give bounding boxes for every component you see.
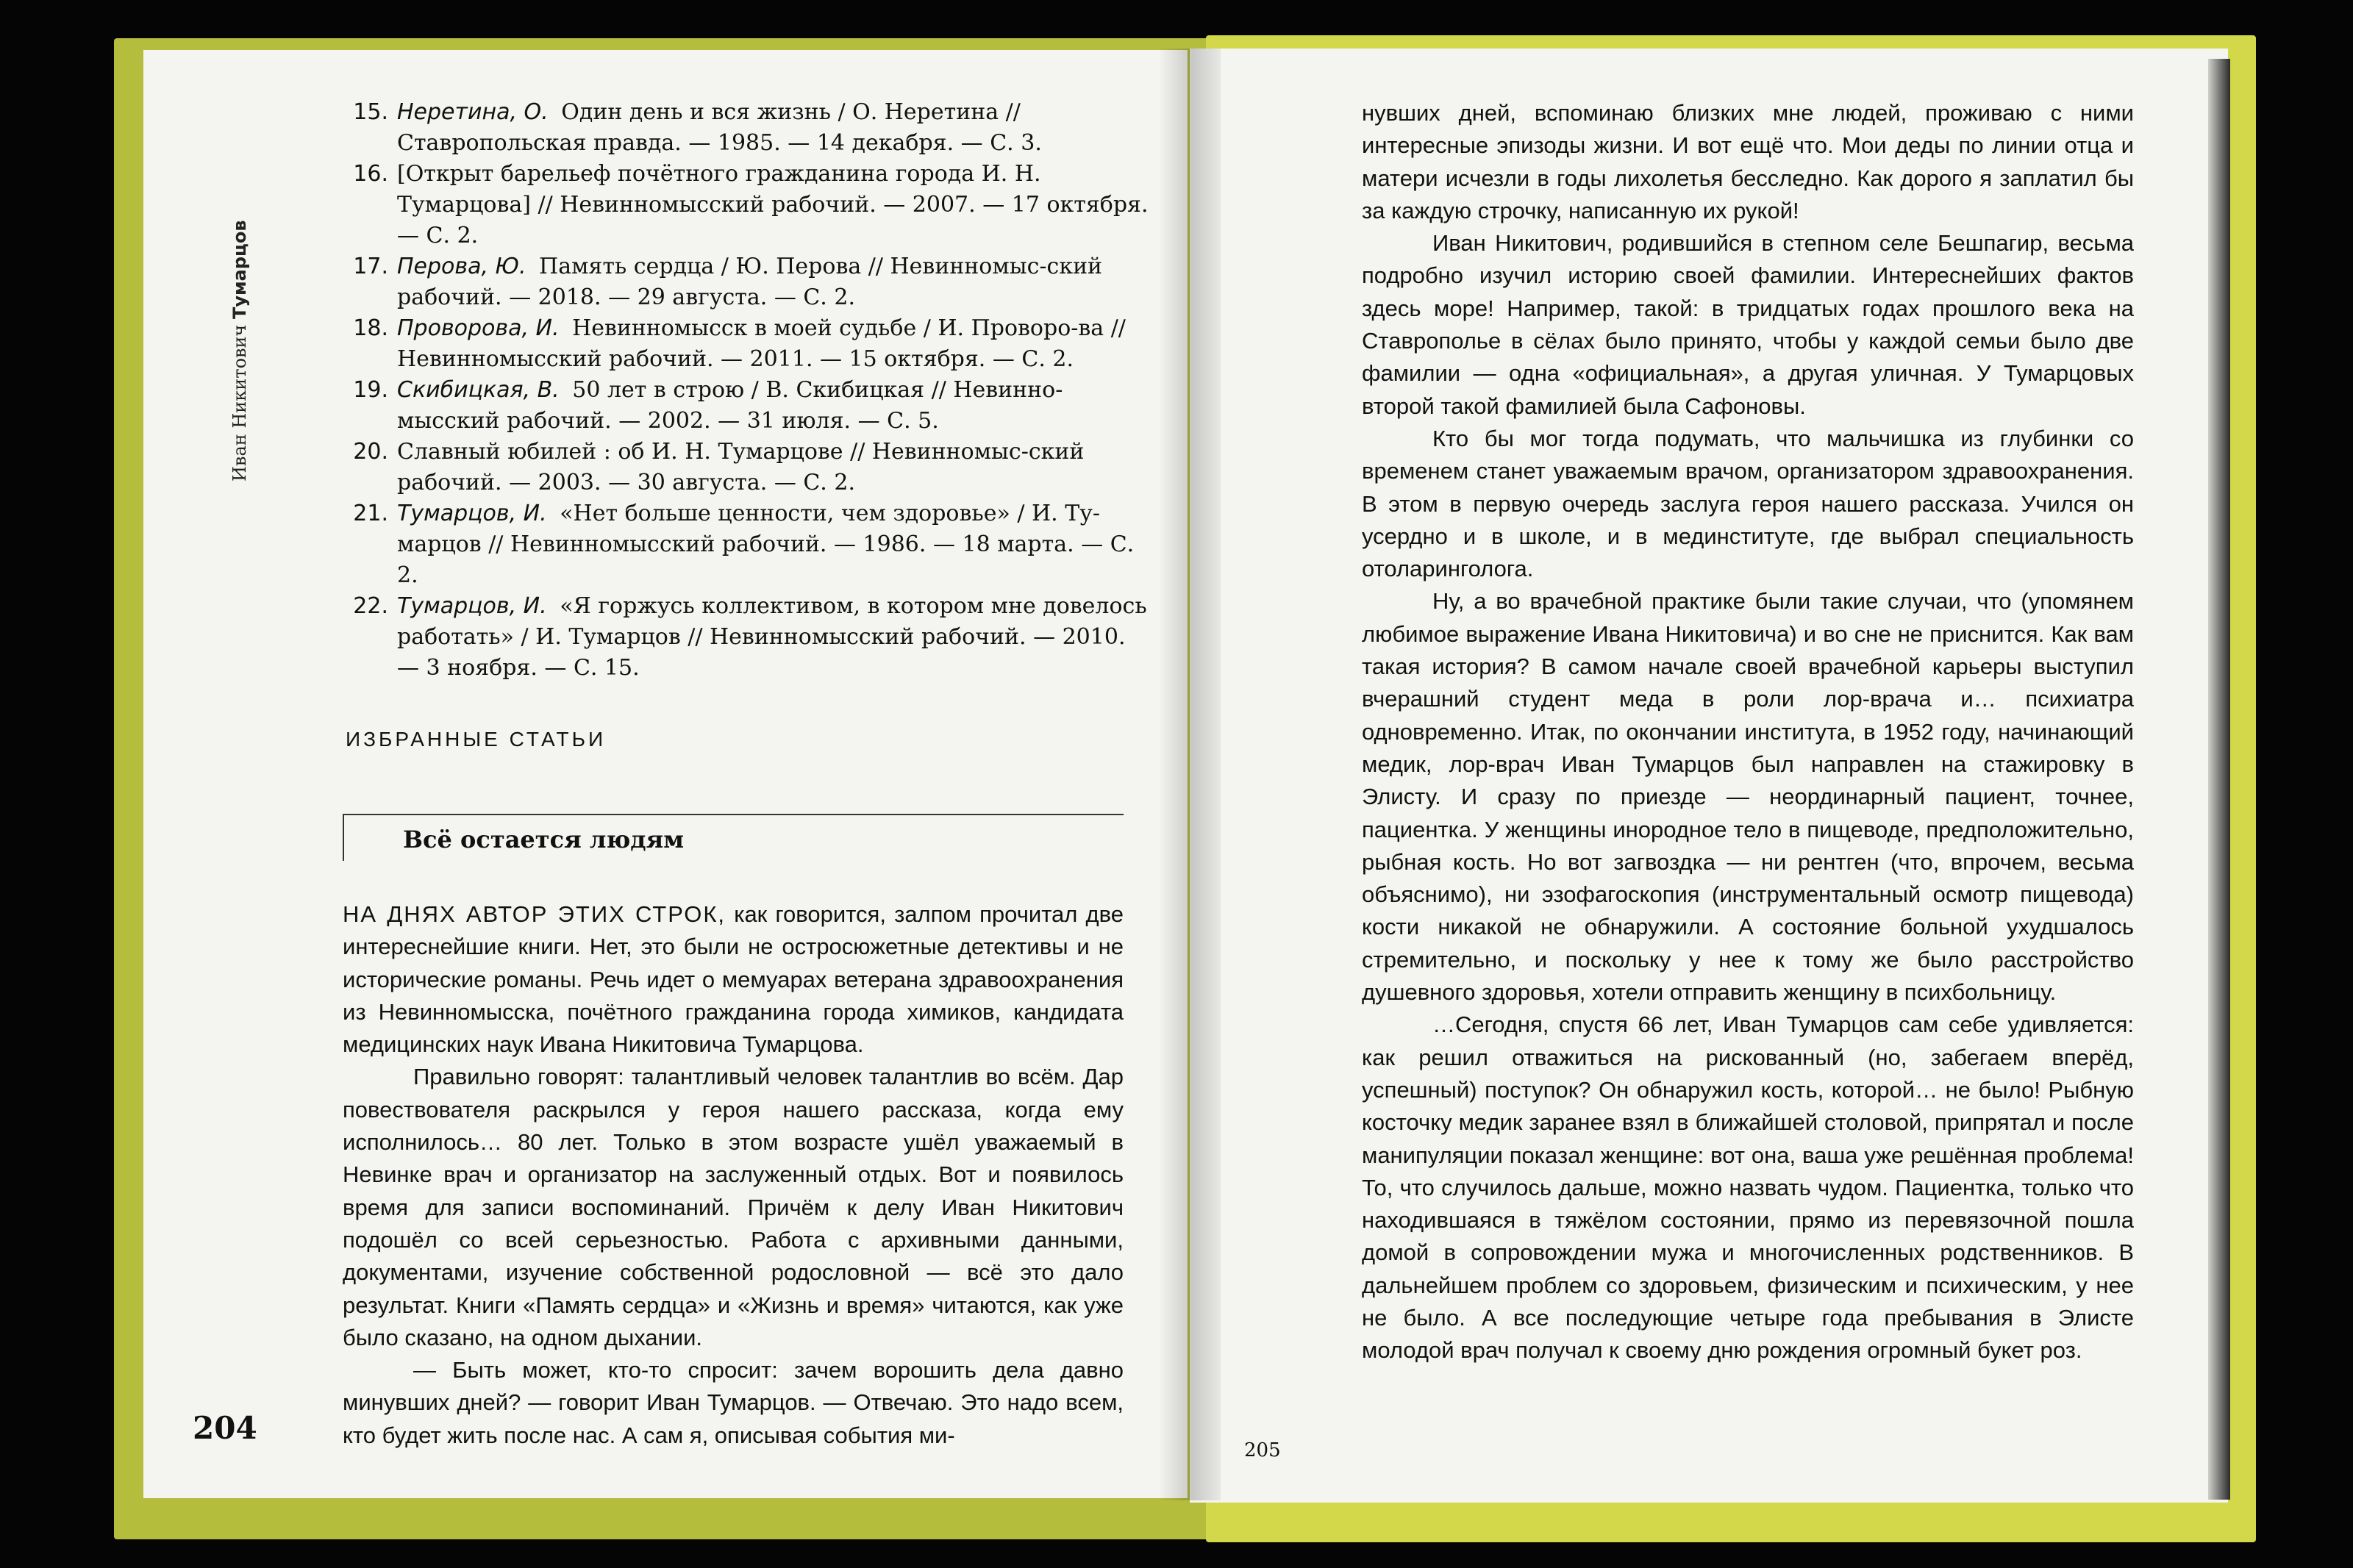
- article-body-left: [343, 898, 1124, 1452]
- paragraph: [1362, 97, 2134, 227]
- item-reference: Славный юбилей : об И. Н. Тумарцове // Невинномыс-ский рабочий. — 2003. — 30 августа. — С. 2.: [397, 439, 1085, 495]
- paragraph: [1362, 423, 2134, 585]
- paragraph-text: Правильно говорят: талантливый человек талантлив во всём. Дар повествователя раскрылся у героя нашего рассказа, когда ему исполнилось… 80 лет. Только в этом возрасте ушёл уважаемый в Невинке врач и организатор на заслуженный отдых. Вот и появилось время для записи воспоминаний. Причём к делу Иван Никитович подошёл со всей серьезностью. Работа с архивными данными, документами, изучение собственной родословной — всё это дало результат. Книги «Память сердца» и «Жизнь и время» читаются, как уже было сказано, на одном дыхании.: [343, 1064, 1124, 1350]
- article-title: Всё остается людям: [403, 826, 685, 853]
- bibliography-item: [346, 313, 1154, 375]
- item-number: 21.: [353, 501, 388, 526]
- page-number-left: 204: [193, 1410, 257, 1446]
- item-author: Проворова, И.: [397, 315, 560, 341]
- page-edge: [2208, 59, 2230, 1500]
- bibliography-list: [346, 97, 1154, 684]
- bibliography-item: [346, 159, 1154, 251]
- bibliography-item: [346, 437, 1154, 498]
- item-reference: «Нет больше ценности, чем здоровье» / И. Ту-марцов // Невинномысский рабочий. — 1986. — 18 марта. — С. 2.: [397, 501, 1135, 588]
- item-author: Неретина, О.: [397, 99, 549, 125]
- item-reference: Один день и вся жизнь / О. Неретина // Ставропольская правда. — 1985. — 14 декабря. — С. 3.: [397, 99, 1042, 156]
- article-title-box: [343, 814, 1124, 861]
- item-number: 18.: [353, 315, 388, 341]
- paragraph-text: нувших дней, вспоминаю близких мне людей, проживаю с ними интересные эпизоды жизни. И вот ещё что. Мои деды по линии отца и матери исчезли в годы лихолетья бесследно. Как дорого я заплатил бы за каждую строчку, написанную их рукой!: [1362, 100, 2134, 223]
- item-reference: [Открыт барельеф почётного гражданина города И. Н. Тумарцова] // Невинномысский рабочий. — 2007. — 17 октября. — С. 2.: [397, 161, 1149, 248]
- item-author: Тумарцов, И.: [397, 593, 547, 619]
- item-reference: 50 лет в строю / В. Скибицкая // Невинно-мысский рабочий. — 2002. — 31 июля. — С. 5.: [397, 377, 1063, 434]
- paragraph: [1362, 585, 2134, 1009]
- item-reference: Невинномысск в моей судьбе / И. Проворо-ва // Невинномысский рабочий. — 2011. — 15 октября. — С. 2.: [397, 315, 1126, 372]
- item-number: 15.: [353, 99, 388, 125]
- item-reference: «Я горжусь коллективом, в котором мне довелось работать» / И. Тумарцов // Невинномысский рабочий. — 2010. — 3 ноября. — С. 15.: [397, 593, 1147, 681]
- paragraph-text: Иван Никитович, родившийся в степном селе Бешпагир, весьма подробно изучил историю своей фамилии. Интереснейших фактов здесь море! Например, такой: в тридцатых годах прошлого века на Ставрополье в сёлах было принято, чтобы у каждой семьи было две фамилии — одна «официальная», а другая уличная. У Тумарцовых второй такой фамилией была Сафоновы.: [1362, 230, 2134, 419]
- paragraph-text: — Быть может, кто-то спросит: зачем ворошить дела давно минувших дней? — говорит Иван Тумарцов. — Отвечаю. Это надо всем, кто будет жить после нас. А сам я, описывая события ми-: [343, 1357, 1124, 1448]
- bibliography-item: [346, 498, 1154, 591]
- bibliography-item: [346, 97, 1154, 159]
- item-number: 22.: [353, 593, 388, 619]
- running-header-name: Иван Никитович: [229, 324, 250, 482]
- book-spine-gutter: [1158, 49, 1221, 1500]
- paragraph-text: Кто бы мог тогда подумать, что мальчишка из глубинки со временем станет уважаемым врачом, организатором здравоохранения. В этом в первую очередь заслуга героя нашего рассказа. Учился он усердно и в школе, и в мединституте, где выбрал специальность отоларинголога.: [1362, 425, 2134, 582]
- item-number: 20.: [353, 439, 388, 465]
- paragraph-text: как говорится, залпом прочитал две интереснейшие книги. Нет, это были не остросюжетные детективы и не исторические романы. Речь идет о мемуарах ветерана здравоохранения из Невинномысска, почётного гражданина города химиков, кандидата медицинских наук Ивана Никитовича Тумарцова.: [343, 901, 1124, 1058]
- paragraph: [1362, 1009, 2134, 1367]
- paragraph: [1362, 227, 2134, 423]
- section-title: ИЗБРАННЫЕ СТАТЬИ: [346, 728, 607, 751]
- paragraph-text: …Сегодня, спустя 66 лет, Иван Тумарцов сам себе удивляется: как решил отважиться на рискованный (но, забегаем вперёд, успешный) поступок? Он обнаружил кость, которой… не было! Рыбную косточку медик заранее взял в ближайшей столовой, припрятал и после манипуляции показал женщине: вот она, ваша уже решённая проблема! То, что случилось дальше, можно назвать чудом. Пациентка, только что находившаяся в тяжёлом состоянии, прямо из перевязочной пошла домой в сопровождении мужа и многочисленных родственников. В дальнейшем проблем со здоровьем, физическим и психическим, у нее не было. А все последующие четыре года пребывания в Элисте молодой врач получал к своему дню рождения огромный букет роз.: [1362, 1012, 2134, 1364]
- item-reference: Память сердца / Ю. Перова // Невинномыс-ский рабочий. — 2018. — 29 августа. — С. 2.: [397, 254, 1103, 310]
- item-author: Скибицкая, В.: [397, 377, 560, 403]
- page-number-right: 205: [1244, 1439, 1281, 1461]
- paragraph: [343, 1061, 1124, 1354]
- bibliography-item: [346, 251, 1154, 313]
- item-author: Тумарцов, И.: [397, 501, 547, 526]
- paragraph: [343, 1354, 1124, 1452]
- item-number: 19.: [353, 377, 388, 403]
- paragraph-text: Ну, а во врачебной практике были такие случаи, что (упомянем любимое выражение Ивана Никитовича) и во сне не приснится. Как вам такая история? В самом начале своей врачебной карьеры выступил вчерашний студент меда в роли лор-врача и… психиатра одновременно. Итак, по окончании института, в 1952 году, начинающий медик, лор-врач Иван Тумарцов был направлен на стажировку в Элисту. И сразу по приезде — неординарный пациент, точнее, пациентка. У женщины инородное тело в пищеводе, предположительно, рыбная кость. Но вот загвоздка — ни рентген (что, впрочем, весьма объяснимо), ни эзофагоскопия (инструментальный осмотр пищевода) кости никакой не обнаружили. А состояние больной ухудшалось стремительно, и поскольку у нее к тому же было расстройство душевного здоровья, хотели отправить женщину в психбольницу.: [1362, 588, 2134, 1006]
- running-header: [229, 99, 274, 908]
- item-number: 17.: [353, 254, 388, 279]
- bibliography-item: [346, 375, 1154, 437]
- running-header-surname: Тумарцов: [229, 220, 250, 319]
- paragraph-lead: НА ДНЯХ АВТОР ЭТИХ СТРОК,: [343, 901, 726, 927]
- item-number: 16.: [353, 161, 388, 187]
- item-author: Перова, Ю.: [397, 254, 526, 279]
- article-body-right: [1362, 97, 2134, 1367]
- bibliography-item: [346, 591, 1154, 684]
- paragraph: [343, 898, 1124, 1061]
